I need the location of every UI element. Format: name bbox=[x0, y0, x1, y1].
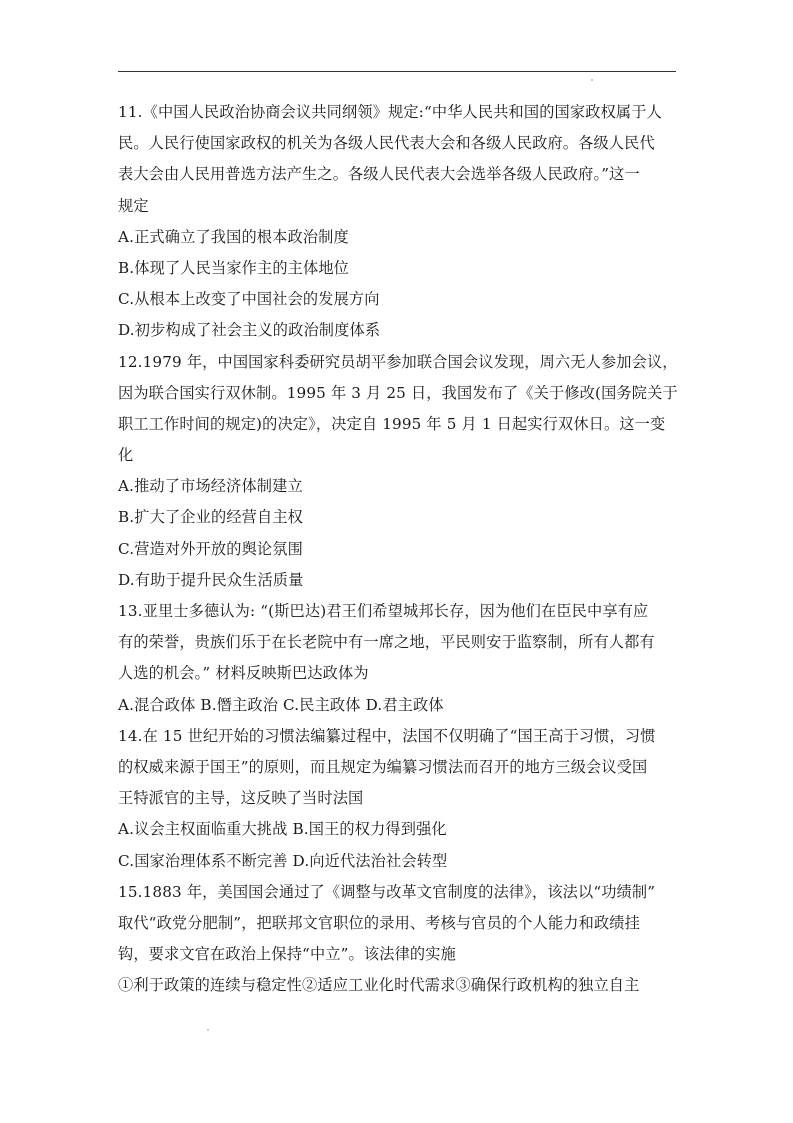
question-stem-line: 化 bbox=[118, 446, 134, 465]
question-stem-line: 表大会由人民用普选方法产生之。各级人民代表大会选举各级人民政府。”这一 bbox=[118, 165, 640, 184]
answer-option: C.国家治理体系不断完善 D.向近代法治社会转型 bbox=[118, 851, 448, 870]
question-stem-line: 规定 bbox=[118, 196, 149, 215]
answer-option: D.初步构成了社会主义的政治制度体系 bbox=[118, 321, 381, 340]
question-list bbox=[118, 97, 678, 1001]
question-stem-line: 12.1979 年，中国国家科委研究员胡平参加联合国会议发现，周六无人参加会议， bbox=[118, 352, 678, 371]
question-stem-line: 因为联合国实行双休制。1995 年 3 月 25 日，我国发布了《关于修改(国务院关于 bbox=[118, 383, 678, 402]
question-stem-line: 14.在 15 世纪开始的习惯法编纂过程中，法国不仅明确了“国王高于习惯，习惯 bbox=[118, 726, 656, 745]
question-stem-line: ①利于政策的连续与稳定性②适应工业化时代需求③确保行政机构的独立自主 bbox=[118, 976, 640, 995]
question-stem-line: 15.1883 年，美国国会通过了《调整与改革文官制度的法律》，该法以“功绩制” bbox=[118, 882, 656, 901]
scan-dot bbox=[591, 79, 593, 81]
answer-option: C.营造对外开放的舆论氛围 bbox=[118, 539, 303, 558]
question-q14 bbox=[118, 721, 678, 877]
question-stem-line: 13.亚里士多德认为: “(斯巴达)君王们希望城邦长存，因为他们在臣民中享有应 bbox=[118, 602, 649, 620]
question-q11 bbox=[118, 97, 678, 347]
question-stem-line: 职工工作时间的规定)的决定》，决定自 1995 年 5 月 1 日起实行双休日。这一变 bbox=[118, 414, 666, 433]
question-q15 bbox=[118, 877, 678, 1002]
answer-option: A.正式确立了我国的根本政治制度 bbox=[118, 227, 349, 246]
answer-option: C.从根本上改变了中国社会的发展方向 bbox=[118, 290, 380, 309]
header-rule bbox=[118, 71, 676, 72]
question-stem-line: 的权威来源于国王”的原则，而且规定为编纂习惯法而召开的地方三级会议受国 bbox=[118, 757, 648, 776]
answer-option: D.有助于提升民众生活质量 bbox=[118, 570, 304, 589]
scan-dot bbox=[207, 1029, 209, 1031]
question-stem-line: 人选的机会。” 材料反映斯巴达政体为 bbox=[118, 664, 369, 683]
question-stem-line: 王特派官的主导，这反映了当时法国 bbox=[118, 789, 364, 808]
question-q13 bbox=[118, 596, 678, 721]
answer-option: B.体现了人民当家作主的主体地位 bbox=[118, 258, 350, 277]
question-stem-line: 有的荣誉，贵族们乐于在长老院中有一席之地，平民则安于监察制，所有人都有 bbox=[118, 633, 655, 652]
question-q12 bbox=[118, 347, 678, 597]
question-stem-line: 民。人民行使国家政权的机关为各级人民代表大会和各级人民政府。各级人民代 bbox=[118, 134, 655, 153]
question-stem-line: 钩，要求文官在政治上保持“中立”。该法律的实施 bbox=[118, 945, 456, 964]
question-stem-line: 取代“政党分肥制”，把联邦文官职位的录用、考核与官员的个人能力和政绩挂 bbox=[118, 913, 640, 932]
answer-option: A.议会主权面临重大挑战 B.国王的权力得到强化 bbox=[118, 820, 447, 839]
answer-option: A.推动了市场经济体制建立 bbox=[118, 477, 303, 496]
question-stem-line: 11.《中国人民政治协商会议共同纲领》规定:“中华人民共和国的国家政权属于人 bbox=[118, 103, 662, 121]
answer-option: B.扩大了企业的经营自主权 bbox=[118, 508, 304, 527]
answer-option: A.混合政体 B.僭主政治 C.民主政体 D.君主政体 bbox=[118, 695, 444, 714]
